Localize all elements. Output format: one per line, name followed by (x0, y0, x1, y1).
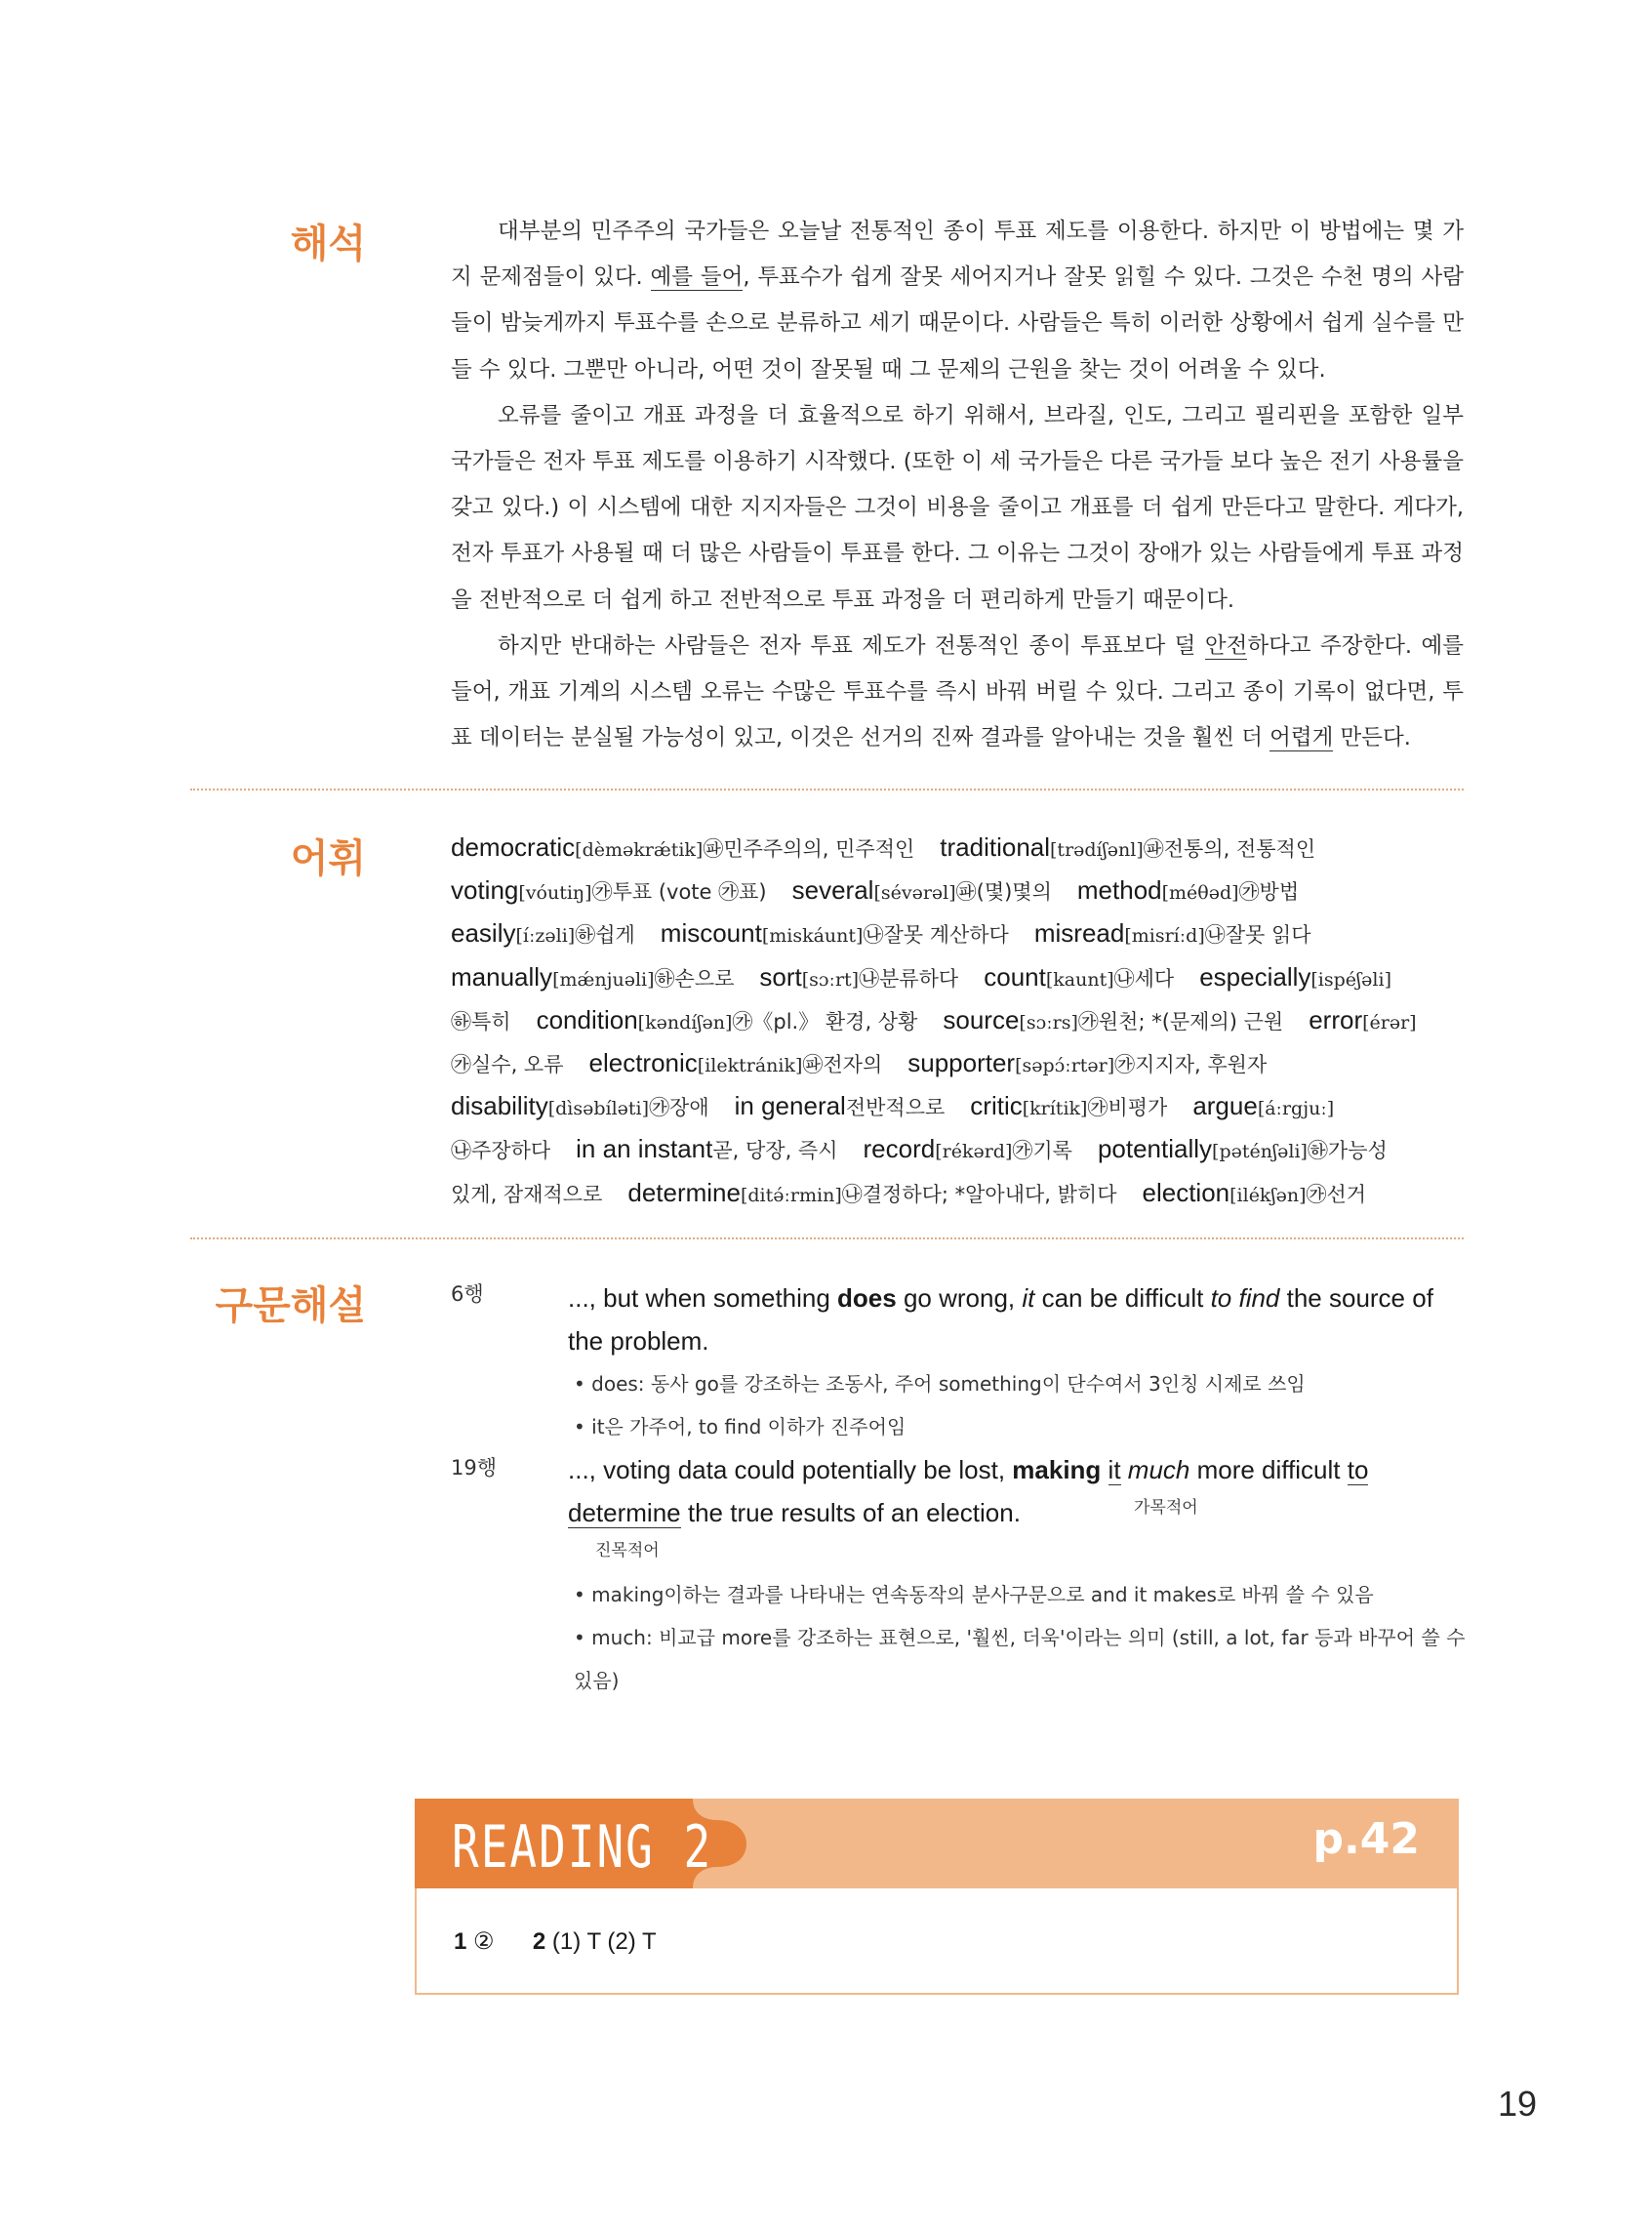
vocab-pronunciation: [sɔːrs] (1019, 1011, 1078, 1033)
vocab-entry (627, 1177, 1117, 1207)
vocab-word: especially (1199, 961, 1311, 992)
vocabulary-list (451, 826, 1485, 1214)
vocab-entry (1192, 1091, 1335, 1121)
vocab-word: error (1309, 1004, 1363, 1034)
vocab-entry (451, 1183, 602, 1206)
italic-text: it (1022, 1283, 1035, 1313)
vocab-meaning: ㉻쉽게 (575, 923, 635, 948)
vocab-entry (576, 1134, 838, 1164)
vocab-entry (734, 1091, 946, 1121)
vocab-word: misread (1033, 918, 1125, 949)
vocab-entry (863, 1134, 1072, 1164)
line-number: 6행 (451, 1282, 484, 1306)
vocab-word: count (984, 961, 1046, 992)
vocab-pronunciation: [misríːd] (1124, 925, 1205, 948)
underlined-text: it (1108, 1455, 1121, 1484)
section-divider (190, 1237, 1464, 1239)
text-span: more difficult (1189, 1455, 1348, 1484)
vocab-row (451, 955, 1485, 998)
vocab-meaning: ㉺전통의, 전통적인 (1143, 837, 1316, 861)
italic-text: to find (1210, 1283, 1280, 1313)
text-span: can be difficult (1034, 1283, 1211, 1313)
vocab-word: sort (759, 961, 802, 992)
vocab-meaning: ㉮원천; *(문제의) 근원 (1077, 1009, 1284, 1033)
bold-text: does (837, 1283, 897, 1313)
vocab-word: traditional (940, 832, 1051, 862)
vocab-meaning: ㉮방법 (1238, 880, 1300, 905)
reading2-answers (415, 1888, 1459, 1995)
vocab-pronunciation: [trədíʃənl] (1050, 839, 1144, 861)
vocab-entry (791, 875, 1052, 906)
answer-value: ② (473, 1928, 495, 1955)
vocab-meaning: ㉻특히 (451, 1009, 511, 1033)
vocab-meaning: ㉯세다 (1113, 966, 1175, 991)
bold-text: making (1012, 1455, 1102, 1484)
vocab-row (451, 998, 1485, 1041)
text-span (1101, 1455, 1108, 1484)
vocab-word: in general (734, 1091, 846, 1121)
vocab-pronunciation: [dìsəbíləti] (547, 1098, 650, 1120)
text-span: 만든다. (1333, 725, 1411, 751)
vocab-entry (451, 1139, 550, 1162)
grammar-note: • making이하는 결과를 나타내는 연속동작의 분사구문으로 and it makes로 바꿔 쓸 수 있음 (574, 1583, 1374, 1606)
reading2-page-ref: p.42 (1312, 1814, 1420, 1864)
vocab-entry (451, 832, 915, 862)
vocab-meaning: ㉮비평가 (1087, 1096, 1168, 1120)
vocab-word: record (863, 1134, 936, 1164)
translation-paragraph-2: 오류를 줄이고 개표 과정을 더 효율적으로 하기 위해서, 브라질, 인도, 그리고 필리핀을 포함한 일부 국가들은 전자 투표 제도를 이용하기 시작했다. (또한 이 세 국가들은 다른 국가들 보다 높은 전기 사용률을 갖고 있다.) 이 시스템에 대한 지지자들은 그것이 비용을 줄이고 개표를 더 쉽게 만든다고 말한다. 게다가, 전자 투표가 사용될 때 더 많은 사람들이 투표를 한다. 그 이유는 그것이 장애가 있는 사람들에게 투표 과정을 전반적으로 더 쉽게 하고 전반적으로 투표 과정을 더 편리하게 만들기 때문이다. (451, 402, 1464, 613)
vocab-meaning: 전반적으로 (845, 1096, 946, 1120)
vocab-pronunciation: [ditə́ːrmin] (740, 1184, 842, 1206)
text-span: ..., voting data could potentially be lost, (568, 1455, 1013, 1484)
vocab-meaning: ㉺민주주의의, 민주적인 (703, 837, 915, 861)
vocab-entry (970, 1091, 1168, 1121)
vocab-meaning: ㉯잘못 읽다 (1204, 923, 1311, 948)
vocab-entry (660, 918, 1009, 949)
vocab-pronunciation: [áːrgjuː] (1257, 1098, 1335, 1120)
section-label-vocabulary: 어휘 (290, 836, 366, 881)
vocab-entry (1199, 961, 1391, 992)
grammar-sentence (568, 1277, 1466, 1362)
vocab-row (451, 912, 1485, 954)
vocab-entry (536, 1004, 918, 1034)
vocab-entry (451, 1010, 511, 1033)
vocab-pronunciation: [rékərd] (935, 1141, 1013, 1163)
answer-number: 2 (532, 1928, 546, 1955)
vocab-entry (907, 1047, 1268, 1077)
text-span: , 투표수가 쉽게 잘못 세어지거나 잘못 읽힐 수 있다. 그것은 수천 명의 사람들이 밤늦게까지 투표수를 손으로 분류하고 세기 때문이다. 사람들은 특히 이러한 상황에서 쉽게 실수를 만들 수 있다. 그뿐만 아니라, 어떤 것이 잘못될 때 그 문제의 근원을 찾는 것이 어려울 수 있다. (451, 264, 1464, 383)
vocab-entry (943, 1004, 1284, 1034)
section-label-translation: 해석 (290, 222, 366, 266)
vocab-word: critic (970, 1091, 1023, 1121)
vocab-word: argue (1192, 1091, 1258, 1121)
vocab-entry (1097, 1134, 1388, 1164)
vocab-entry (588, 1047, 883, 1077)
vocab-word: election (1142, 1177, 1230, 1207)
vocab-word: potentially (1097, 1134, 1213, 1164)
grammar-note: • it은 가주어, to find 이하가 진주어임 (574, 1415, 907, 1439)
vocab-word: supporter (907, 1047, 1016, 1077)
vocab-pronunciation: [sévərəl] (873, 882, 956, 905)
vocab-row (451, 1127, 1485, 1170)
vocab-pronunciation: [dèməkrǽtik] (575, 839, 704, 861)
vocab-word: voting (451, 875, 519, 906)
vocab-meaning: ㉺(몇)몇의 (955, 880, 1052, 905)
underlined-text: 안전 (1204, 632, 1248, 659)
vocab-word: electronic (588, 1047, 698, 1077)
vocab-row (451, 1171, 1485, 1214)
translation-text (451, 209, 1464, 761)
text-span: 하지만 반대하는 사람들은 전자 투표 제도가 전통적인 종이 투표보다 덜 (498, 632, 1205, 659)
vocab-pronunciation: [íːzəli] (515, 925, 576, 948)
vocab-pronunciation: [ilektránik] (697, 1054, 803, 1076)
vocab-word: condition (536, 1004, 638, 1034)
reading2-title: READING 2 (452, 1812, 713, 1882)
vocab-meaning: ㉮투표 (vote ㉮표) (591, 880, 767, 905)
vocab-pronunciation: [krítik] (1022, 1098, 1088, 1120)
text-span: 하다고 주장한다. 예를 들어, 개표 기계의 시스템 오류는 수많은 투표수를 즉시 바꿔 버릴 수 있다. 그리고 종이 기록이 없다면, 투표 데이터는 분실될 가능성이 있고, 이것은 선거의 진짜 결과를 알아내는 것을 훨씬 더 (451, 632, 1464, 751)
vocab-word: manually (451, 961, 553, 992)
vocab-meaning: ㉻가능성 (1307, 1139, 1388, 1163)
vocab-word: source (943, 1004, 1020, 1034)
vocab-word: in an instant (576, 1134, 713, 1164)
vocab-pronunciation: [méθəd] (1161, 882, 1239, 905)
vocab-entry (940, 832, 1316, 862)
vocab-pronunciation: [ilékʃən] (1229, 1184, 1307, 1206)
translation-paragraph-1 (451, 209, 1464, 393)
vocab-entry (451, 1053, 564, 1076)
italic-text: much (1127, 1455, 1190, 1484)
reading2-header (415, 1799, 1459, 1888)
vocab-meaning: ㉮실수, 오류 (451, 1052, 564, 1076)
text-span: the source of the problem. (568, 1283, 1433, 1356)
vocab-word: miscount (660, 918, 762, 949)
vocab-pronunciation: [miskáunt] (761, 925, 864, 948)
vocab-row (451, 1084, 1485, 1127)
vocab-entry (451, 875, 767, 906)
underlined-text: 어렵게 (1269, 725, 1334, 751)
vocab-pronunciation: [vóutiŋ] (518, 882, 592, 905)
vocab-pronunciation: [kaunt] (1045, 968, 1114, 991)
vocab-meaning: ㉯주장하다 (451, 1139, 551, 1163)
vocab-entry (1142, 1177, 1367, 1207)
vocab-meaning: ㉻손으로 (654, 966, 735, 991)
underlined-text: to (1347, 1455, 1369, 1484)
vocab-word: democratic (451, 832, 576, 862)
vocab-meaning: 있게, 잠재적으로 (451, 1182, 603, 1206)
grammar-sentence (568, 1448, 1466, 1534)
vocab-row (451, 869, 1485, 912)
vocab-word: method (1076, 875, 1162, 906)
vocab-meaning: ㉯잘못 계산하다 (863, 923, 1009, 948)
text-span: ..., but when something (568, 1283, 838, 1313)
vocab-meaning: ㉮선거 (1306, 1182, 1367, 1206)
vocab-entry (1033, 918, 1311, 949)
text-span: 대부분의 민주주의 국가들은 오늘날 전통적인 종이 투표 제도를 이용한다. 하지만 이 방법에는 몇 가지 문제점들이 있다. (451, 219, 1464, 291)
vocab-entry (984, 961, 1175, 992)
vocab-meaning: ㉺전자의 (802, 1052, 883, 1076)
vocab-meaning: ㉮지지자, 후원자 (1114, 1052, 1268, 1076)
vocab-entry (451, 961, 735, 992)
vocab-meaning: ㉮기록 (1012, 1139, 1072, 1163)
vocab-pronunciation: [səpɔ́ːrtər] (1015, 1054, 1115, 1076)
vocab-meaning: ㉯결정하다; *알아내다, 밝히다 (841, 1182, 1117, 1206)
grammar-note: • does: 동사 go를 강조하는 조동사, 주어 something이 단수여서 3인칭 시제로 쓰임 (574, 1372, 1306, 1396)
vocab-word: disability (451, 1091, 548, 1121)
vocab-word: easily (451, 918, 516, 949)
vocab-row (451, 1041, 1485, 1084)
vocab-pronunciation: [ispéʃəli] (1310, 968, 1391, 991)
vocab-entry (451, 1091, 709, 1121)
label-dummy-object: 가목적어 (1134, 1498, 1198, 1518)
vocab-pronunciation: [kəndíʃən] (637, 1011, 733, 1033)
section-label-grammar: 구문해설 (215, 1283, 366, 1328)
section-divider (190, 789, 1464, 790)
answer-value: (1) T (2) T (551, 1928, 657, 1955)
grammar-note: • much: 비교급 more를 강조하는 표현으로, '훨씬, 더욱'이라는 의미 (still, a lot, far 등과 바꾸어 쓸 수 있음) (574, 1626, 1466, 1692)
answer-line (454, 1927, 657, 1956)
vocab-entry (451, 918, 635, 949)
answer-number: 1 (454, 1928, 467, 1955)
translation-paragraph-3 (451, 624, 1464, 762)
vocab-meaning: ㉮장애 (649, 1096, 709, 1120)
line-number: 19행 (451, 1456, 498, 1479)
vocab-word: several (791, 875, 874, 906)
vocab-row (451, 826, 1485, 869)
vocab-meaning: ㉯분류하다 (859, 966, 959, 991)
text-span: go wrong, (896, 1283, 1023, 1313)
vocab-pronunciation: [érər] (1362, 1011, 1417, 1033)
vocab-pronunciation: [pəténʃəli] (1212, 1141, 1308, 1163)
vocab-word: determine (627, 1177, 741, 1207)
vocab-entry (1309, 1004, 1417, 1034)
underlined-text: determine (568, 1498, 681, 1527)
page-number: 19 (1498, 2084, 1538, 2124)
vocab-entry (759, 961, 959, 992)
underlined-text: 예를 들어 (650, 264, 744, 291)
vocab-meaning: ㉮《pl.》 환경, 상황 (732, 1009, 918, 1033)
vocab-meaning: 곧, 당장, 즉시 (712, 1139, 838, 1163)
vocab-entry (1076, 875, 1300, 906)
text-span (1121, 1455, 1128, 1484)
text-span: the true results of an election. (680, 1498, 1021, 1527)
label-real-object: 진목적어 (595, 1541, 660, 1560)
vocab-pronunciation: [sɔːrt] (801, 968, 860, 991)
vocab-pronunciation: [mǽnjuəli] (552, 968, 655, 991)
